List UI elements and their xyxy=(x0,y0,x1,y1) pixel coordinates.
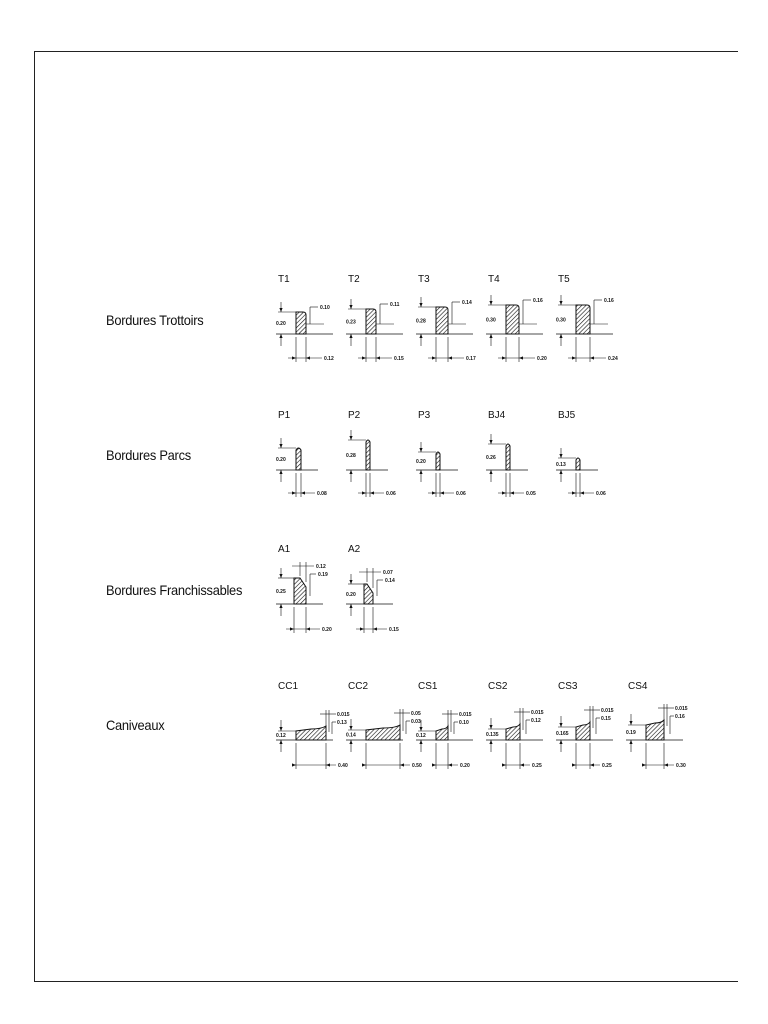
dimension-height: 0.30 xyxy=(556,317,566,324)
gutter-section xyxy=(506,724,520,740)
dimension-base: 0.12 xyxy=(324,356,334,362)
profile-code: P3 xyxy=(418,410,431,421)
profile-t1 xyxy=(276,274,334,362)
arrow-head xyxy=(448,763,452,766)
dimension-a: 0.015 xyxy=(459,712,472,718)
dimension-base: 0.15 xyxy=(389,627,399,633)
dimension-height: 0.26 xyxy=(486,455,496,461)
dimension-face: 0.14 xyxy=(462,300,472,306)
arrow-head xyxy=(590,763,594,766)
arrow-head xyxy=(373,627,377,630)
dimension-base: 0.06 xyxy=(596,491,606,497)
arrow-head xyxy=(572,491,576,494)
dimension-face: 0.16 xyxy=(604,298,614,304)
dimension-b: 0.15 xyxy=(601,716,611,722)
profile-cc1 xyxy=(276,681,350,769)
arrow-head xyxy=(349,580,352,584)
arrow-head xyxy=(559,454,562,458)
arrow-head xyxy=(279,470,282,474)
arrow-head xyxy=(292,491,296,494)
gutter-section xyxy=(576,722,590,740)
arrow-head xyxy=(489,334,492,338)
dimension-base: 0.20 xyxy=(537,356,547,362)
dimension-height: 0.28 xyxy=(416,318,426,325)
arrow-head xyxy=(326,763,330,766)
dimension-height: 0.20 xyxy=(276,457,286,463)
arrow-head xyxy=(419,740,422,744)
profile-a2 xyxy=(346,544,399,633)
arrow-head xyxy=(279,604,282,608)
dimension-b: 0.13 xyxy=(337,720,347,726)
dimension-slope: 0.14 xyxy=(385,578,395,584)
arrow-head xyxy=(510,491,514,494)
arrow-head xyxy=(419,727,422,731)
arrow-head xyxy=(559,470,562,474)
arrow-head xyxy=(448,356,452,359)
dimension-height: 0.23 xyxy=(346,319,356,326)
group-label-franchissables: Bordures Franchissables xyxy=(106,582,243,598)
arrow-head xyxy=(419,470,422,474)
profile-code: P2 xyxy=(348,410,361,421)
arrow-head xyxy=(279,740,282,744)
profile-t4 xyxy=(486,274,547,362)
dimension-b: 0.10 xyxy=(459,720,469,726)
profile-code: CS1 xyxy=(418,681,438,692)
profile-code: CS4 xyxy=(628,681,648,692)
dimension-height: 0.135 xyxy=(486,732,499,738)
profile-cc2 xyxy=(346,681,422,769)
profile-code: CC2 xyxy=(348,681,369,692)
profile-code: A1 xyxy=(278,544,291,555)
dimension-b: 0.16 xyxy=(675,714,685,720)
arrow-head xyxy=(642,763,646,766)
dimension-base: 0.30 xyxy=(676,763,686,769)
group-label-trottoirs: Bordures Trottoirs xyxy=(106,312,204,328)
profile-cs2 xyxy=(486,681,544,769)
curb-section xyxy=(506,305,519,334)
profile-code: T1 xyxy=(278,274,290,285)
curb-section xyxy=(296,448,301,470)
arrow-head xyxy=(362,491,366,494)
curb-section xyxy=(576,305,590,334)
dimension-base: 0.24 xyxy=(608,356,618,362)
profile-code: T3 xyxy=(418,274,430,285)
dimension-height: 0.14 xyxy=(346,732,356,739)
arrow-head xyxy=(349,470,352,474)
arrow-head xyxy=(629,721,632,725)
arrow-head xyxy=(362,356,366,359)
dimension-face: 0.11 xyxy=(390,302,400,308)
arrow-head xyxy=(370,491,374,494)
arrow-head xyxy=(489,470,492,474)
arrow-head xyxy=(489,440,492,444)
curb-section xyxy=(366,309,376,334)
arrow-head xyxy=(572,356,576,359)
curb-section xyxy=(296,312,306,334)
arrow-head xyxy=(279,727,282,731)
arrow-head xyxy=(572,763,576,766)
dimension-height: 0.19 xyxy=(626,730,636,736)
group-label-caniveaux: Caniveaux xyxy=(106,717,165,733)
arrow-head xyxy=(432,356,436,359)
arrow-head xyxy=(279,308,282,312)
arrow-head xyxy=(360,627,364,630)
arrow-head xyxy=(489,740,492,744)
dimension-base: 0.06 xyxy=(386,491,396,497)
dimension-height: 0.13 xyxy=(556,462,566,468)
profile-a1 xyxy=(276,544,332,633)
arrow-head xyxy=(520,763,524,766)
dimension-base: 0.05 xyxy=(526,491,536,497)
profile-code: CS2 xyxy=(488,681,508,692)
arrow-head xyxy=(292,763,296,766)
profile-p3 xyxy=(416,410,466,497)
arrow-head xyxy=(590,356,594,359)
arrow-head xyxy=(502,763,506,766)
dimension-b: 0.12 xyxy=(531,718,541,724)
dimension-face: 0.16 xyxy=(533,298,543,304)
dimension-top: 0.12 xyxy=(316,564,326,570)
group-label-parcs: Bordures Parcs xyxy=(106,447,191,463)
arrow-head xyxy=(440,491,444,494)
profile-bj5 xyxy=(556,410,606,497)
curb-section xyxy=(436,452,440,470)
arrow-head xyxy=(362,763,366,766)
arrow-head xyxy=(432,763,436,766)
curb-section xyxy=(576,458,580,470)
dimension-height: 0.20 xyxy=(276,321,286,327)
arrow-head xyxy=(559,723,562,727)
dimension-height: 0.12 xyxy=(416,733,426,739)
gutter-section xyxy=(366,725,400,740)
arrow-head xyxy=(489,725,492,729)
profile-code: BJ4 xyxy=(488,410,506,421)
curb-section xyxy=(366,440,370,470)
arrow-head xyxy=(349,604,352,608)
profile-code: BJ5 xyxy=(558,410,576,421)
arrow-head xyxy=(349,436,352,440)
profile-t5 xyxy=(556,274,618,362)
arrow-head xyxy=(489,301,492,305)
arrow-head xyxy=(629,740,632,744)
arrow-head xyxy=(502,356,506,359)
profile-t3 xyxy=(416,274,476,362)
profile-code: CC1 xyxy=(278,681,299,692)
arrow-head xyxy=(279,334,282,338)
profile-t2 xyxy=(346,274,404,362)
arrow-head xyxy=(419,448,422,452)
arrow-head xyxy=(376,356,380,359)
dimension-base: 0.50 xyxy=(412,763,422,769)
dimension-base: 0.17 xyxy=(466,356,476,362)
dimension-a: 0.015 xyxy=(531,710,544,716)
dimension-base: 0.08 xyxy=(317,491,327,497)
dimension-height: 0.28 xyxy=(346,453,356,459)
dimension-base: 0.20 xyxy=(460,763,470,769)
dimension-base: 0.25 xyxy=(602,763,612,769)
curb-section xyxy=(436,307,448,334)
dimension-base: 0.25 xyxy=(532,763,542,769)
dimension-height: 0.165 xyxy=(556,731,569,737)
gutter-section xyxy=(436,726,448,740)
profile-p2 xyxy=(346,410,396,497)
dimension-a: 0.05 xyxy=(411,711,421,717)
profile-code: A2 xyxy=(348,544,361,555)
arrow-head xyxy=(349,334,352,338)
arrow-head xyxy=(419,303,422,307)
profile-bj4 xyxy=(486,410,536,497)
dimension-slope: 0.19 xyxy=(318,572,328,578)
arrow-head xyxy=(279,574,282,578)
dimension-face: 0.10 xyxy=(320,305,330,311)
profile-cs3 xyxy=(556,681,614,769)
dimension-height: 0.20 xyxy=(346,592,356,598)
arrow-head xyxy=(279,444,282,448)
profile-cs1 xyxy=(416,681,473,769)
dimension-base: 0.40 xyxy=(338,763,348,769)
arrow-head xyxy=(349,726,352,730)
profile-code: P1 xyxy=(278,410,291,421)
arrow-head xyxy=(559,334,562,338)
arrow-head xyxy=(502,491,506,494)
dimension-a: 0.015 xyxy=(675,706,688,712)
curb-section xyxy=(364,584,373,604)
arrow-head xyxy=(349,740,352,744)
arrow-head xyxy=(559,740,562,744)
arrow-head xyxy=(301,491,305,494)
profile-cs4 xyxy=(626,681,688,769)
dimension-height: 0.30 xyxy=(486,317,496,324)
curb-section xyxy=(506,444,510,470)
arrow-head xyxy=(419,334,422,338)
dimension-b: 0.03 xyxy=(411,719,421,725)
profile-code: T5 xyxy=(558,274,570,285)
dimension-base: 0.15 xyxy=(394,356,404,362)
arrow-head xyxy=(519,356,523,359)
gutter-section xyxy=(296,726,326,740)
dimension-height: 0.12 xyxy=(276,733,286,739)
arrow-head xyxy=(306,356,310,359)
arrow-head xyxy=(349,305,352,309)
dimension-base: 0.06 xyxy=(456,491,466,497)
dimension-a: 0.015 xyxy=(337,712,350,718)
arrow-head xyxy=(664,763,668,766)
profile-code: CS3 xyxy=(558,681,578,692)
gutter-section xyxy=(646,720,664,740)
dimension-height: 0.25 xyxy=(276,589,286,595)
dimension-height: 0.20 xyxy=(416,459,426,465)
profile-code: T2 xyxy=(348,274,360,285)
arrow-head xyxy=(580,491,584,494)
profile-p1 xyxy=(276,410,327,497)
arrow-head xyxy=(292,356,296,359)
arrow-head xyxy=(559,301,562,305)
arrow-head xyxy=(432,491,436,494)
arrow-head xyxy=(400,763,404,766)
dimension-a: 0.015 xyxy=(601,708,614,714)
dimension-top: 0.07 xyxy=(383,570,393,576)
arrow-head xyxy=(306,627,310,630)
curb-section xyxy=(294,578,306,604)
dimension-base: 0.20 xyxy=(322,627,332,633)
profile-code: T4 xyxy=(488,274,500,285)
arrow-head xyxy=(290,627,294,630)
